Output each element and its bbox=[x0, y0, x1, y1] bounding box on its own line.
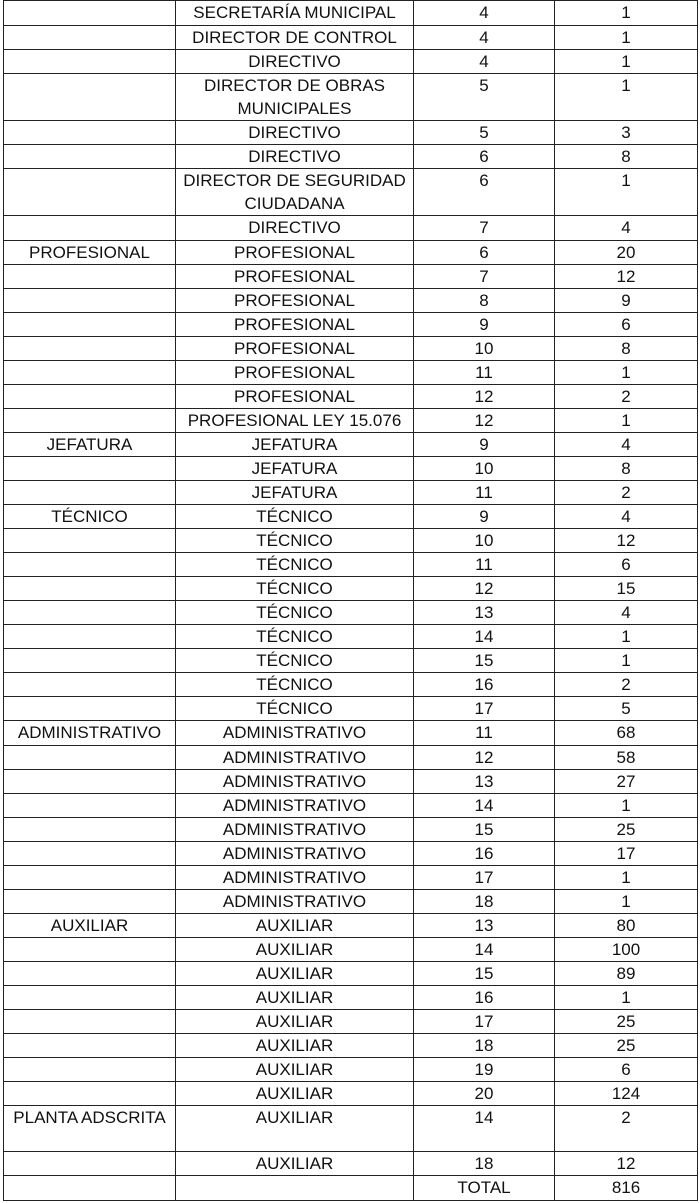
cargo-cell bbox=[176, 1176, 414, 1201]
cargo-cell: TÉCNICO bbox=[176, 553, 414, 577]
grado-cell: 10 bbox=[414, 529, 555, 553]
cantidad-cell: 2 bbox=[555, 673, 698, 697]
cargo-cell: TÉCNICO bbox=[176, 649, 414, 673]
cargo-cell: AUXILIAR bbox=[176, 913, 414, 937]
row-group-cell bbox=[4, 553, 176, 577]
personnel-table-body bbox=[4, 1, 698, 1201]
row-group-cell bbox=[4, 121, 176, 145]
grado-cell: 13 bbox=[414, 913, 555, 937]
cantidad-cell: 68 bbox=[555, 721, 698, 745]
table-row bbox=[4, 432, 698, 456]
row-group-cell bbox=[4, 937, 176, 961]
table-row bbox=[4, 216, 698, 240]
table-row bbox=[4, 264, 698, 288]
grado-cell: 20 bbox=[414, 1082, 555, 1106]
row-group-cell bbox=[4, 145, 176, 169]
grado-cell: 19 bbox=[414, 1058, 555, 1082]
table-row bbox=[4, 312, 698, 336]
grado-cell: 12 bbox=[414, 384, 555, 408]
row-group-cell bbox=[4, 649, 176, 673]
table-row bbox=[4, 456, 698, 480]
cargo-cell: DIRECTOR DE SEGURIDAD CIUDADANA bbox=[176, 169, 414, 216]
grado-cell: 6 bbox=[414, 145, 555, 169]
cargo-cell: TÉCNICO bbox=[176, 577, 414, 601]
cantidad-cell: 124 bbox=[555, 1082, 698, 1106]
row-group-cell bbox=[4, 216, 176, 240]
row-group-cell: ADMINISTRATIVO bbox=[4, 721, 176, 745]
cantidad-cell: 2 bbox=[555, 480, 698, 504]
cargo-cell: PROFESIONAL bbox=[176, 312, 414, 336]
table-row bbox=[4, 865, 698, 889]
row-group-cell: PLANTA ADSCRITA bbox=[4, 1106, 176, 1152]
grado-cell: 9 bbox=[414, 505, 555, 529]
table-row bbox=[4, 673, 698, 697]
grado-cell: 18 bbox=[414, 889, 555, 913]
cargo-cell: PROFESIONAL bbox=[176, 264, 414, 288]
grado-cell: 6 bbox=[414, 169, 555, 216]
cargo-cell: DIRECTIVO bbox=[176, 50, 414, 74]
cargo-cell: DIRECTOR DE CONTROL bbox=[176, 26, 414, 50]
cargo-cell: AUXILIAR bbox=[176, 937, 414, 961]
cantidad-cell: 20 bbox=[555, 240, 698, 264]
grado-cell: 12 bbox=[414, 745, 555, 769]
cargo-cell: ADMINISTRATIVO bbox=[176, 889, 414, 913]
row-group-cell bbox=[4, 1082, 176, 1106]
cargo-cell: ADMINISTRATIVO bbox=[176, 745, 414, 769]
grado-cell: 15 bbox=[414, 649, 555, 673]
cargo-cell: AUXILIAR bbox=[176, 961, 414, 985]
table-row bbox=[4, 649, 698, 673]
cargo-cell: TÉCNICO bbox=[176, 697, 414, 721]
table-row bbox=[4, 1034, 698, 1058]
cantidad-cell: 8 bbox=[555, 456, 698, 480]
row-group-cell bbox=[4, 865, 176, 889]
cargo-cell: ADMINISTRATIVO bbox=[176, 769, 414, 793]
cargo-cell: TÉCNICO bbox=[176, 529, 414, 553]
cantidad-cell: 1 bbox=[555, 169, 698, 216]
row-group-cell bbox=[4, 529, 176, 553]
cantidad-cell: 1 bbox=[555, 793, 698, 817]
row-group-cell bbox=[4, 889, 176, 913]
grado-cell: 4 bbox=[414, 1, 555, 26]
row-group-cell bbox=[4, 961, 176, 985]
cargo-cell: ADMINISTRATIVO bbox=[176, 793, 414, 817]
cargo-cell: TÉCNICO bbox=[176, 601, 414, 625]
personnel-table bbox=[3, 0, 698, 1201]
cantidad-cell: 6 bbox=[555, 1058, 698, 1082]
table-row bbox=[4, 769, 698, 793]
cantidad-cell: 5 bbox=[555, 697, 698, 721]
table-row bbox=[4, 577, 698, 601]
table-row bbox=[4, 961, 698, 985]
grado-cell: 11 bbox=[414, 480, 555, 504]
grado-cell: TOTAL bbox=[414, 1176, 555, 1201]
cargo-cell: ADMINISTRATIVO bbox=[176, 841, 414, 865]
cantidad-cell: 1 bbox=[555, 625, 698, 649]
cantidad-cell: 1 bbox=[555, 360, 698, 384]
grado-cell: 14 bbox=[414, 1106, 555, 1152]
cargo-cell: AUXILIAR bbox=[176, 1106, 414, 1152]
grado-cell: 18 bbox=[414, 1034, 555, 1058]
grado-cell: 10 bbox=[414, 336, 555, 360]
grado-cell: 11 bbox=[414, 360, 555, 384]
cantidad-cell: 58 bbox=[555, 745, 698, 769]
cargo-cell: DIRECTOR DE OBRAS MUNICIPALES bbox=[176, 74, 414, 121]
grado-cell: 16 bbox=[414, 841, 555, 865]
row-group-cell bbox=[4, 264, 176, 288]
table-row bbox=[4, 913, 698, 937]
table-row bbox=[4, 553, 698, 577]
grado-cell: 14 bbox=[414, 937, 555, 961]
row-group-cell bbox=[4, 384, 176, 408]
grado-cell: 15 bbox=[414, 817, 555, 841]
cantidad-cell: 25 bbox=[555, 817, 698, 841]
cantidad-cell: 3 bbox=[555, 121, 698, 145]
row-group-cell bbox=[4, 817, 176, 841]
cargo-cell: PROFESIONAL bbox=[176, 360, 414, 384]
grado-cell: 16 bbox=[414, 985, 555, 1009]
table-row bbox=[4, 26, 698, 50]
table-row bbox=[4, 1010, 698, 1034]
table-row bbox=[4, 529, 698, 553]
grado-cell: 13 bbox=[414, 601, 555, 625]
cargo-cell: TÉCNICO bbox=[176, 625, 414, 649]
grado-cell: 16 bbox=[414, 673, 555, 697]
cantidad-cell: 1 bbox=[555, 408, 698, 432]
cantidad-cell: 12 bbox=[555, 264, 698, 288]
cargo-cell: TÉCNICO bbox=[176, 505, 414, 529]
grado-cell: 9 bbox=[414, 432, 555, 456]
cargo-cell: JEFATURA bbox=[176, 480, 414, 504]
table-row bbox=[4, 1, 698, 26]
row-group-cell bbox=[4, 408, 176, 432]
row-group-cell bbox=[4, 26, 176, 50]
table-row bbox=[4, 288, 698, 312]
cargo-cell: AUXILIAR bbox=[176, 985, 414, 1009]
cantidad-cell: 1 bbox=[555, 74, 698, 121]
total-row bbox=[4, 1176, 698, 1201]
row-group-cell bbox=[4, 841, 176, 865]
cantidad-cell: 15 bbox=[555, 577, 698, 601]
table-row bbox=[4, 169, 698, 216]
table-row bbox=[4, 121, 698, 145]
cantidad-cell: 17 bbox=[555, 841, 698, 865]
cantidad-cell: 80 bbox=[555, 913, 698, 937]
cargo-cell: PROFESIONAL bbox=[176, 336, 414, 360]
table-row bbox=[4, 841, 698, 865]
grado-cell: 5 bbox=[414, 121, 555, 145]
cantidad-cell: 12 bbox=[555, 1152, 698, 1176]
cargo-cell: ADMINISTRATIVO bbox=[176, 817, 414, 841]
row-group-cell bbox=[4, 74, 176, 121]
grado-cell: 17 bbox=[414, 865, 555, 889]
cantidad-cell: 2 bbox=[555, 1106, 698, 1152]
cargo-cell: AUXILIAR bbox=[176, 1034, 414, 1058]
cantidad-cell: 4 bbox=[555, 601, 698, 625]
row-group-cell bbox=[4, 336, 176, 360]
row-group-cell bbox=[4, 1034, 176, 1058]
grado-cell: 4 bbox=[414, 50, 555, 74]
row-group-cell: JEFATURA bbox=[4, 432, 176, 456]
table-row bbox=[4, 360, 698, 384]
cargo-cell: SECRETARÍA MUNICIPAL bbox=[176, 1, 414, 26]
row-group-cell bbox=[4, 169, 176, 216]
cargo-cell: PROFESIONAL LEY 15.076 bbox=[176, 408, 414, 432]
cargo-cell: AUXILIAR bbox=[176, 1152, 414, 1176]
row-group-cell bbox=[4, 625, 176, 649]
row-group-cell bbox=[4, 697, 176, 721]
cantidad-cell: 1 bbox=[555, 985, 698, 1009]
cargo-cell: ADMINISTRATIVO bbox=[176, 721, 414, 745]
row-group-cell bbox=[4, 769, 176, 793]
grado-cell: 17 bbox=[414, 1010, 555, 1034]
cantidad-cell: 25 bbox=[555, 1010, 698, 1034]
grado-cell: 18 bbox=[414, 1152, 555, 1176]
grado-cell: 11 bbox=[414, 721, 555, 745]
grado-cell: 4 bbox=[414, 26, 555, 50]
row-group-cell bbox=[4, 456, 176, 480]
grado-cell: 15 bbox=[414, 961, 555, 985]
grado-cell: 10 bbox=[414, 456, 555, 480]
cantidad-cell: 12 bbox=[555, 529, 698, 553]
table-row bbox=[4, 74, 698, 121]
cantidad-cell: 27 bbox=[555, 769, 698, 793]
cantidad-cell: 1 bbox=[555, 50, 698, 74]
cantidad-cell: 1 bbox=[555, 649, 698, 673]
grado-cell: 7 bbox=[414, 264, 555, 288]
cargo-cell: ADMINISTRATIVO bbox=[176, 865, 414, 889]
cargo-cell: AUXILIAR bbox=[176, 1082, 414, 1106]
cantidad-cell: 8 bbox=[555, 145, 698, 169]
grado-cell: 5 bbox=[414, 74, 555, 121]
table-row bbox=[4, 889, 698, 913]
row-group-cell bbox=[4, 1152, 176, 1176]
table-row bbox=[4, 505, 698, 529]
cargo-cell: AUXILIAR bbox=[176, 1010, 414, 1034]
table-row bbox=[4, 384, 698, 408]
cantidad-cell: 1 bbox=[555, 26, 698, 50]
table-row bbox=[4, 1106, 698, 1152]
cargo-cell: DIRECTIVO bbox=[176, 216, 414, 240]
cantidad-cell: 89 bbox=[555, 961, 698, 985]
row-group-cell bbox=[4, 288, 176, 312]
grado-cell: 6 bbox=[414, 240, 555, 264]
row-group-cell bbox=[4, 577, 176, 601]
cargo-cell: TÉCNICO bbox=[176, 673, 414, 697]
grado-cell: 8 bbox=[414, 288, 555, 312]
row-group-cell: TÉCNICO bbox=[4, 505, 176, 529]
table-row bbox=[4, 745, 698, 769]
cargo-cell: PROFESIONAL bbox=[176, 240, 414, 264]
row-group-cell bbox=[4, 985, 176, 1009]
table-row bbox=[4, 985, 698, 1009]
cantidad-cell: 100 bbox=[555, 937, 698, 961]
cargo-cell: JEFATURA bbox=[176, 432, 414, 456]
cantidad-cell: 25 bbox=[555, 1034, 698, 1058]
grado-cell: 14 bbox=[414, 793, 555, 817]
grado-cell: 13 bbox=[414, 769, 555, 793]
row-group-cell bbox=[4, 1, 176, 26]
grado-cell: 7 bbox=[414, 216, 555, 240]
table-row bbox=[4, 336, 698, 360]
cantidad-cell: 8 bbox=[555, 336, 698, 360]
row-group-cell bbox=[4, 601, 176, 625]
grado-cell: 12 bbox=[414, 577, 555, 601]
table-row bbox=[4, 625, 698, 649]
row-group-cell bbox=[4, 673, 176, 697]
cantidad-cell: 4 bbox=[555, 216, 698, 240]
cargo-cell: AUXILIAR bbox=[176, 1058, 414, 1082]
row-group-cell bbox=[4, 480, 176, 504]
table-row bbox=[4, 1152, 698, 1176]
cantidad-cell: 6 bbox=[555, 312, 698, 336]
row-group-cell bbox=[4, 50, 176, 74]
row-group-cell bbox=[4, 1176, 176, 1201]
cargo-cell: PROFESIONAL bbox=[176, 384, 414, 408]
grado-cell: 14 bbox=[414, 625, 555, 649]
cantidad-cell: 6 bbox=[555, 553, 698, 577]
cargo-cell: DIRECTIVO bbox=[176, 121, 414, 145]
cantidad-cell: 2 bbox=[555, 384, 698, 408]
row-group-cell bbox=[4, 745, 176, 769]
table-row bbox=[4, 937, 698, 961]
cantidad-cell: 1 bbox=[555, 865, 698, 889]
row-group-cell bbox=[4, 312, 176, 336]
table-row bbox=[4, 817, 698, 841]
table-row bbox=[4, 601, 698, 625]
table-row bbox=[4, 240, 698, 264]
cargo-cell: DIRECTIVO bbox=[176, 145, 414, 169]
table-row bbox=[4, 1082, 698, 1106]
table-row bbox=[4, 480, 698, 504]
grado-cell: 11 bbox=[414, 553, 555, 577]
row-group-cell: AUXILIAR bbox=[4, 913, 176, 937]
row-group-cell bbox=[4, 793, 176, 817]
cargo-cell: JEFATURA bbox=[176, 456, 414, 480]
grado-cell: 12 bbox=[414, 408, 555, 432]
row-group-cell bbox=[4, 1010, 176, 1034]
row-group-cell bbox=[4, 360, 176, 384]
cantidad-cell: 816 bbox=[555, 1176, 698, 1201]
cantidad-cell: 1 bbox=[555, 1, 698, 26]
table-row bbox=[4, 793, 698, 817]
row-group-cell bbox=[4, 1058, 176, 1082]
cantidad-cell: 4 bbox=[555, 505, 698, 529]
table-row bbox=[4, 697, 698, 721]
table-row bbox=[4, 145, 698, 169]
row-group-cell: PROFESIONAL bbox=[4, 240, 176, 264]
table-row bbox=[4, 721, 698, 745]
grado-cell: 9 bbox=[414, 312, 555, 336]
table-row bbox=[4, 408, 698, 432]
grado-cell: 17 bbox=[414, 697, 555, 721]
cantidad-cell: 1 bbox=[555, 889, 698, 913]
table-row bbox=[4, 50, 698, 74]
cantidad-cell: 4 bbox=[555, 432, 698, 456]
cargo-cell: PROFESIONAL bbox=[176, 288, 414, 312]
cantidad-cell: 9 bbox=[555, 288, 698, 312]
table-row bbox=[4, 1058, 698, 1082]
